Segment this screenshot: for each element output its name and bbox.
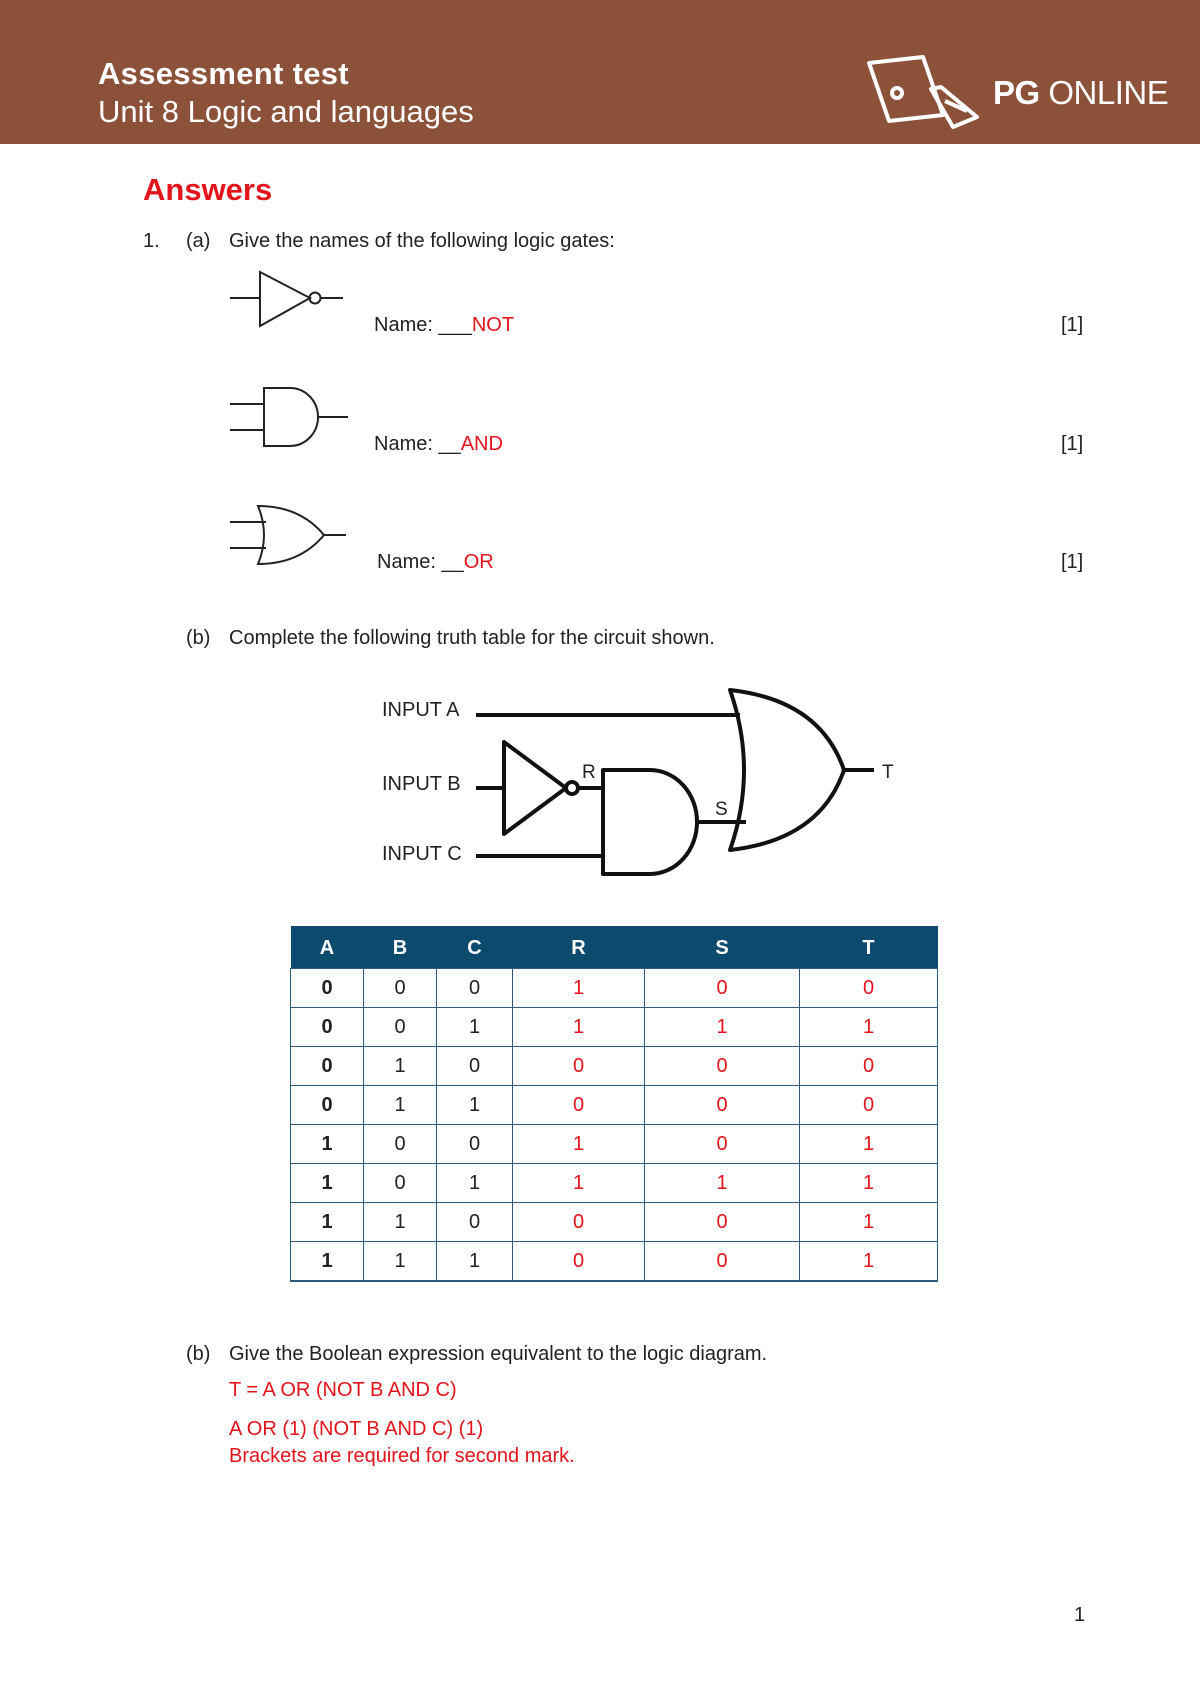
cell-a: 1: [291, 1125, 364, 1164]
circuit-label-s: S: [715, 799, 728, 820]
truth-table: [290, 926, 938, 1282]
table-row: [291, 1164, 938, 1203]
cell-c: 0: [437, 1125, 513, 1164]
cell-c: 1: [437, 1164, 513, 1203]
cell-s: 0: [645, 1242, 800, 1282]
cell-a: 0: [291, 1047, 364, 1086]
mark-scheme-note: Brackets are required for second mark.: [229, 1445, 575, 1467]
cell-b: 0: [364, 1164, 437, 1203]
boolean-answer: T = A OR (NOT B AND C): [229, 1379, 457, 1401]
mark-scheme-line: A OR (1) (NOT B AND C) (1): [229, 1418, 484, 1440]
page-number: 1: [1074, 1604, 1086, 1626]
cell-b: 1: [364, 1047, 437, 1086]
circuit-label-input-a: INPUT A: [382, 699, 460, 721]
cell-c: 0: [437, 1047, 513, 1086]
cell-t: 1: [800, 1164, 938, 1203]
part-a-label: (a): [186, 230, 211, 252]
cell-b: 1: [364, 1086, 437, 1125]
cell-a: 1: [291, 1164, 364, 1203]
column-header-b: B: [364, 927, 437, 969]
cell-r: 1: [513, 969, 645, 1008]
cell-r: 1: [513, 1125, 645, 1164]
document-title: Assessment test: [98, 56, 349, 91]
part-a-question: Give the names of the following logic gates:: [229, 230, 615, 252]
circuit-label-r: R: [582, 762, 596, 783]
laptop-logo-icon: [865, 55, 983, 131]
cell-s: 0: [645, 1125, 800, 1164]
circuit-label-input-c: INPUT C: [382, 843, 462, 865]
table-row: [291, 1125, 938, 1164]
gate-answer-not: NOT: [471, 314, 515, 336]
gate-answer-or: OR: [463, 551, 494, 573]
cell-s: 0: [645, 1047, 800, 1086]
cell-s: 1: [645, 1164, 800, 1203]
cell-r: 1: [513, 1164, 645, 1203]
cell-c: 1: [437, 1086, 513, 1125]
cell-r: 0: [513, 1047, 645, 1086]
cell-a: 0: [291, 1086, 364, 1125]
brand-logo-text: PG ONLINE: [993, 74, 1169, 111]
marks-not: [1]: [1061, 314, 1084, 336]
cell-t: 1: [800, 1125, 938, 1164]
cell-r: 1: [513, 1008, 645, 1047]
marks-and: [1]: [1061, 433, 1084, 455]
part-b-question: Complete the following truth table for the circuit shown.: [229, 627, 715, 649]
circuit-label-input-b: INPUT B: [382, 773, 461, 795]
gate-name-row-not: Name: ___NOT: [374, 314, 515, 336]
cell-b: 0: [364, 1008, 437, 1047]
cell-a: 0: [291, 969, 364, 1008]
column-header-t: T: [800, 927, 938, 969]
cell-s: 0: [645, 969, 800, 1008]
cell-t: 1: [800, 1008, 938, 1047]
cell-s: 0: [645, 1086, 800, 1125]
cell-c: 0: [437, 1203, 513, 1242]
cell-c: 1: [437, 1242, 513, 1282]
truth-table-header: [291, 927, 938, 969]
column-header-r: R: [513, 927, 645, 969]
cell-r: 0: [513, 1086, 645, 1125]
cell-t: 0: [800, 1047, 938, 1086]
cell-c: 0: [437, 969, 513, 1008]
and-gate-icon: [228, 384, 352, 452]
not-gate-icon: [228, 268, 348, 330]
gate-name-row-or: Name: __OR: [377, 551, 494, 573]
cell-r: 0: [513, 1242, 645, 1282]
cell-r: 0: [513, 1203, 645, 1242]
cell-b: 1: [364, 1242, 437, 1282]
cell-s: 1: [645, 1008, 800, 1047]
marks-or: [1]: [1061, 551, 1084, 573]
or-gate-icon: [228, 502, 352, 570]
table-row: [291, 1008, 938, 1047]
document-subtitle: Unit 8 Logic and languages: [98, 94, 474, 129]
logic-circuit-diagram: [370, 680, 910, 890]
cell-t: 1: [800, 1203, 938, 1242]
gate-answer-and: AND: [460, 433, 503, 455]
part-b-label: (b): [186, 627, 211, 649]
column-header-s: S: [645, 927, 800, 969]
gate-name-row-and: Name: __AND: [374, 433, 503, 455]
cell-a: 1: [291, 1203, 364, 1242]
cell-b: 0: [364, 969, 437, 1008]
circuit-label-t: T: [882, 762, 894, 783]
cell-c: 1: [437, 1008, 513, 1047]
cell-b: 0: [364, 1125, 437, 1164]
cell-a: 0: [291, 1008, 364, 1047]
part-c-label: (b): [186, 1343, 211, 1365]
table-row: [291, 1242, 938, 1282]
part-c-question: Give the Boolean expression equivalent to the logic diagram.: [229, 1343, 768, 1365]
cell-t: 1: [800, 1242, 938, 1282]
cell-s: 0: [645, 1203, 800, 1242]
table-row: [291, 1203, 938, 1242]
table-row: [291, 969, 938, 1008]
answers-heading: Answers: [143, 172, 273, 207]
page-header: [0, 0, 1200, 144]
column-header-c: C: [437, 927, 513, 969]
cell-t: 0: [800, 1086, 938, 1125]
cell-a: 1: [291, 1242, 364, 1282]
table-row: [291, 1047, 938, 1086]
table-row: [291, 1086, 938, 1125]
column-header-a: A: [291, 927, 364, 969]
cell-t: 0: [800, 969, 938, 1008]
question-number: 1.: [143, 230, 160, 252]
cell-b: 1: [364, 1203, 437, 1242]
